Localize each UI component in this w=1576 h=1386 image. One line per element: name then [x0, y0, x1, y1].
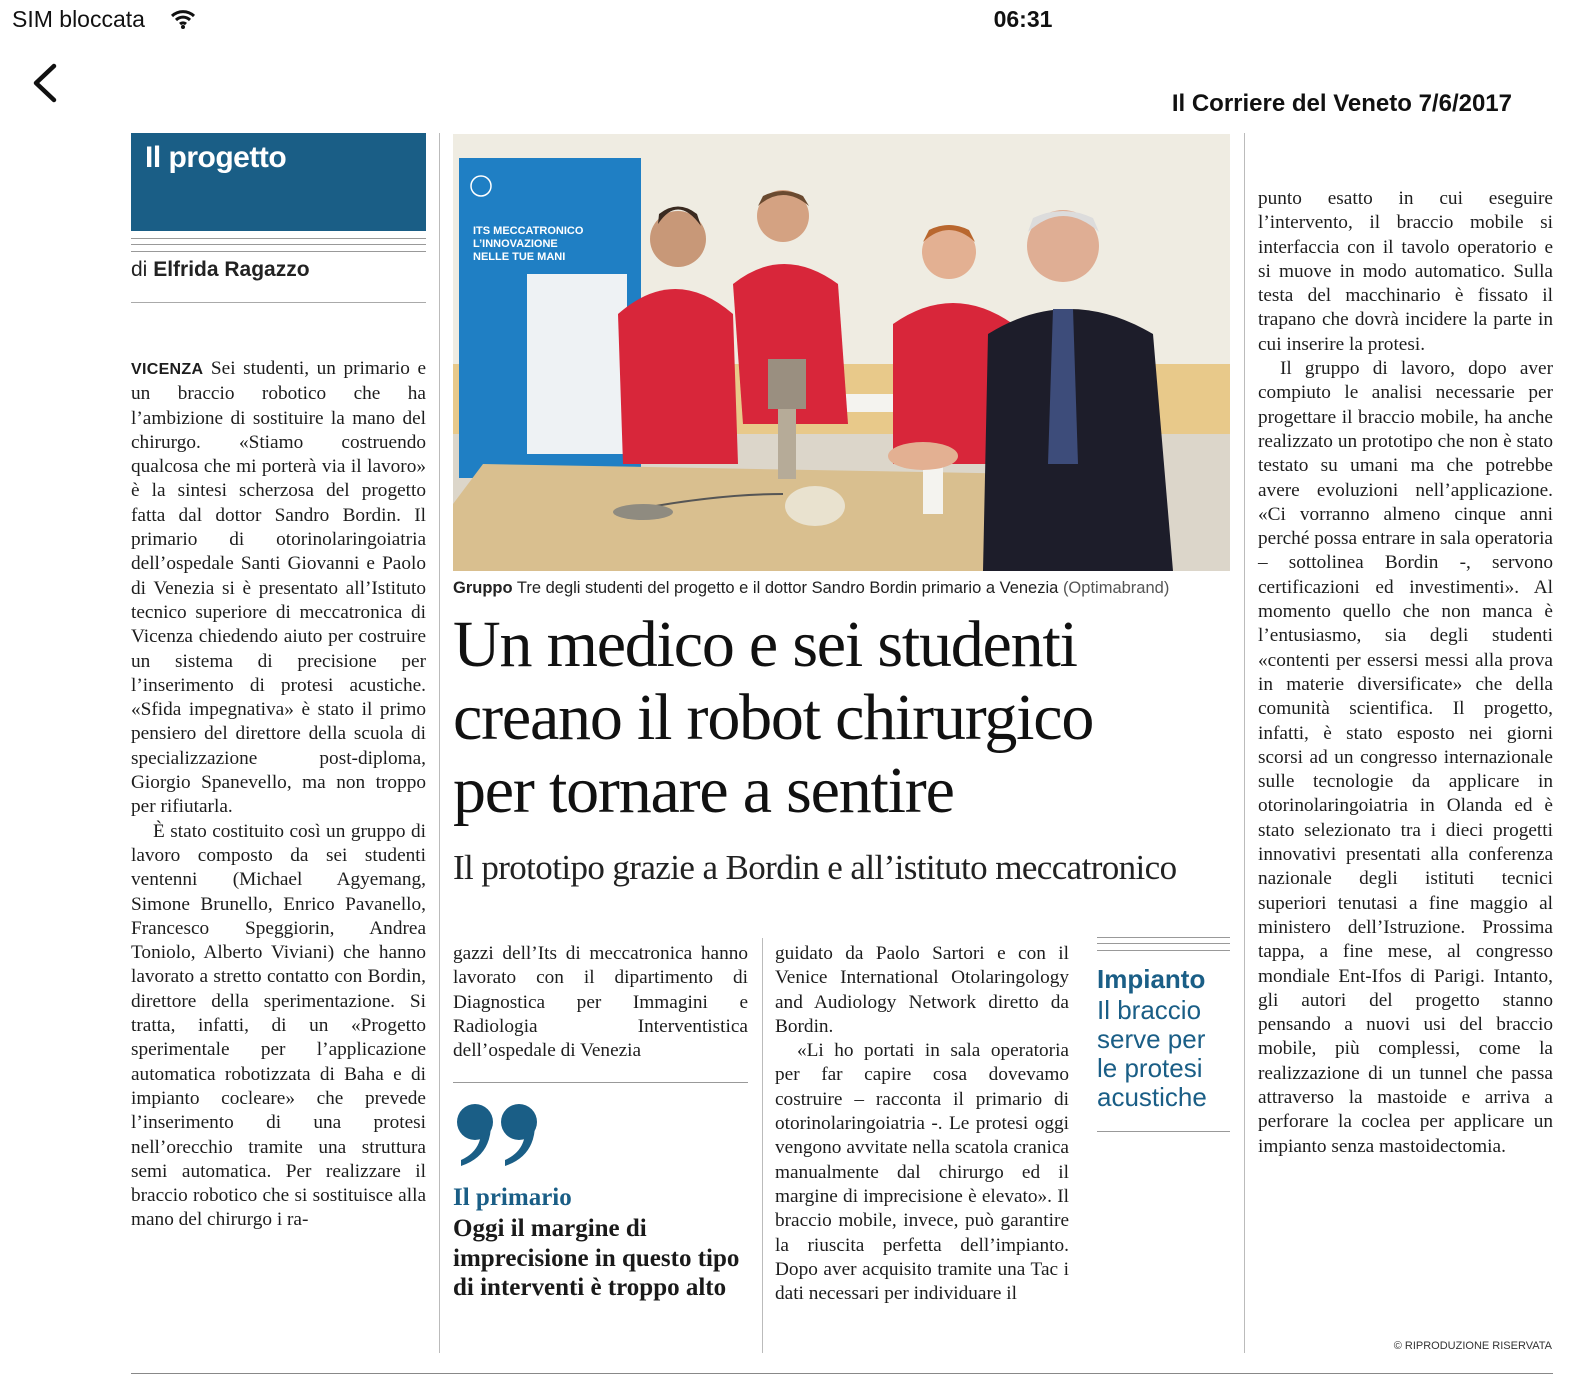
- headline: [453, 608, 1233, 827]
- byline-author: Elfrida Ragazzo: [153, 258, 310, 281]
- caption-label: Gruppo: [453, 579, 513, 597]
- byline-prefix: di: [131, 258, 148, 281]
- byline: [131, 258, 310, 282]
- headline-line: Un medico e sei studenti: [453, 608, 1077, 681]
- chevron-left-icon[interactable]: [26, 60, 66, 106]
- sidebar-bottom-rule: [1097, 1131, 1230, 1132]
- article-column-1: [131, 357, 426, 1233]
- copyright-notice: © RIPRODUZIONE RISERVATA: [1393, 1340, 1552, 1352]
- sidebar-label: Impianto: [1097, 964, 1206, 994]
- bottom-rule: [131, 1373, 1553, 1374]
- photo-caption: [453, 579, 1169, 598]
- caption-credit: (Optimabrand): [1062, 579, 1170, 597]
- article-photo: [453, 134, 1230, 571]
- byline-rule: [131, 302, 426, 303]
- headline-line: per tornare a sentire: [453, 754, 954, 827]
- poster-text: L’INNOVAZIONE: [473, 238, 558, 250]
- column-divider: [762, 938, 763, 1353]
- article-column-3: [775, 942, 1069, 1306]
- column-divider: [1244, 133, 1245, 1353]
- quote-rule: [453, 1082, 748, 1083]
- source-line: Il Corriere del Veneto 7/6/2017: [1171, 90, 1512, 117]
- paragraph: È stato costituito così un gruppo di lavoro composto da sei studenti ventenni (Michael Agyemang, Simone Brunello, Enrico Pavanello, Francesco Speggiorin, Andrea Toniolo, Alberto Viviani) che hanno lavorato a stretto contatto con Bordin, direttore della sperimentazione. Si tratta, infatti, di un «Progetto sperimentale per l’applicazione automatica robotizzata di Baha e di impianto cocleare» che prevede l’inserimento di una protesi nell’orecchio tramite una struttura semi automatica. Per realizzare il braccio robotico che si sostituisce alla mano del chirurgo i ra-: [131, 820, 426, 1231]
- paragraph: [131, 357, 426, 820]
- paragraph: gazzi dell’Its di meccatronica hanno lavorato con il dipartimento di Diagnostica per Immagini e Radiologia Interventistica dell’ospedale di Venezia: [453, 943, 748, 1062]
- paragraph: «Li ho portati in sala operatoria per far capire cosa dovevamo costruire – racconta il primario di otorinolaringoiatria -. Le protesi oggi vengono avvitate nella scatola cranica manualmente dal chirurgo ed il margine di imprecisione è elevato». Il braccio mobile, invece, può garantire la riuscita perfetta dell’impianto. Dopo aver acquisito tramite una Tac i dati necessari per individuare il: [775, 1040, 1069, 1305]
- paragraph-text: Sei studenti, un primario e un braccio robotico che ha l’ambizione di sostituire la mano del chirurgo. «Stiamo costruendo qualcosa che mi porterà via il lavoro» è la sintesi scherzosa del progetto fatta dal dottor Sandro Bordin. Il primario di otorinolaringoiatria dell’ospedale Santi Giovanni e Paolo di Venezia si è presentato all’Istituto tecnico superiore di meccatronica di Vicenza chiedendo aiuto per costruire un sistema di precisione per l’inserimento di protesi acustiche. «Sfida impegnativa» è stato il primo pensiero del direttore della scuola di specializzazione post-diploma, Giorgio Spanevello, ma non troppo per rifiutarla.: [131, 358, 426, 818]
- kicker-box: [131, 133, 426, 231]
- pull-quote: Oggi il margine di imprecisione in questo tipo di interventi è troppo alto: [453, 1215, 740, 1301]
- paragraph: Il gruppo di lavoro, dopo aver compiuto le analisi necessarie per progettare il braccio mobile, ha anche realizzato un prototipo che non è stato testato su umani ma che potrebbe avere evoluzioni nell’applicazione. «Ci vorranno almeno cinque anni perché possa entrare in sala operatoria – sottolinea Bordin -, servono certificazioni ed investimenti». Al momento quello che non manca è l’entusiasmo, sia degli studenti «contenti per essersi messi alla prova in materie diversificate» che della comunità scientifica. Il progetto, infatti, è stato esposto nei giorni scorsi ad un congresso internazionale sulle tecnologie da applicare in otorinolaringoiatria in Olanda ed è stato selezionato tra i dieci progetti innovativi presentati alla conferenza nazionale degli istituti tecnici superiori tenutasi a fine maggio al ministero dell’Istruzione. Prossima tappa, a fine mese, al congresso mondiale Ent-Ifos di Parigi. Intanto, gli autori del progetto stanno pensando a nuovi usi del braccio mobile, più complessi, come la realizzazione di un tunnel che passa attraverso la mastoide e arriva a perforare la coclea per applicare un impianto senza mastoidectomia.: [1258, 358, 1553, 1157]
- place-label: VICENZA: [131, 361, 204, 378]
- poster-text: NELLE TUE MANI: [473, 251, 566, 263]
- status-bar: [0, 0, 1576, 44]
- column-divider: [439, 133, 440, 1353]
- sidebar-rules: [1097, 937, 1230, 951]
- photo-illustration: [453, 134, 1230, 571]
- paragraph: guidato da Paolo Sartori e con il Venice International Otolaringology and Audiology Network diretto da Bordin.: [775, 943, 1069, 1037]
- subheadline: Il prototipo grazie a Bordin e all’istituto meccatronico: [453, 848, 1177, 887]
- article-column-4: [1258, 187, 1553, 1159]
- carrier-label: SIM bloccata: [12, 6, 145, 32]
- sidebar-text: Il braccio serve per le protesi acustiche: [1097, 995, 1207, 1112]
- kicker-rules: [131, 238, 426, 252]
- quote-mark-icon: [453, 1098, 545, 1174]
- headline-line: creano il robot chirurgico: [453, 681, 1094, 754]
- poster-text: ITS MECCATRONICO: [473, 225, 584, 237]
- article-column-2: [453, 942, 748, 1063]
- clock: 06:31: [993, 6, 1053, 32]
- quote-label: Il primario: [453, 1184, 572, 1211]
- kicker-label: Il progetto: [145, 141, 287, 174]
- caption-text: Tre degli studenti del progetto e il dottor Sandro Bordin primario a Venezia: [516, 579, 1059, 597]
- paragraph: punto esatto in cui eseguire l’intervento, il braccio mobile si interfaccia con il tavolo operatorio e si muove in modo automatico. Sulla testa del macchinario è fissato il trapano che dovrà incidere la parte in cui inserire la protesi.: [1258, 188, 1553, 355]
